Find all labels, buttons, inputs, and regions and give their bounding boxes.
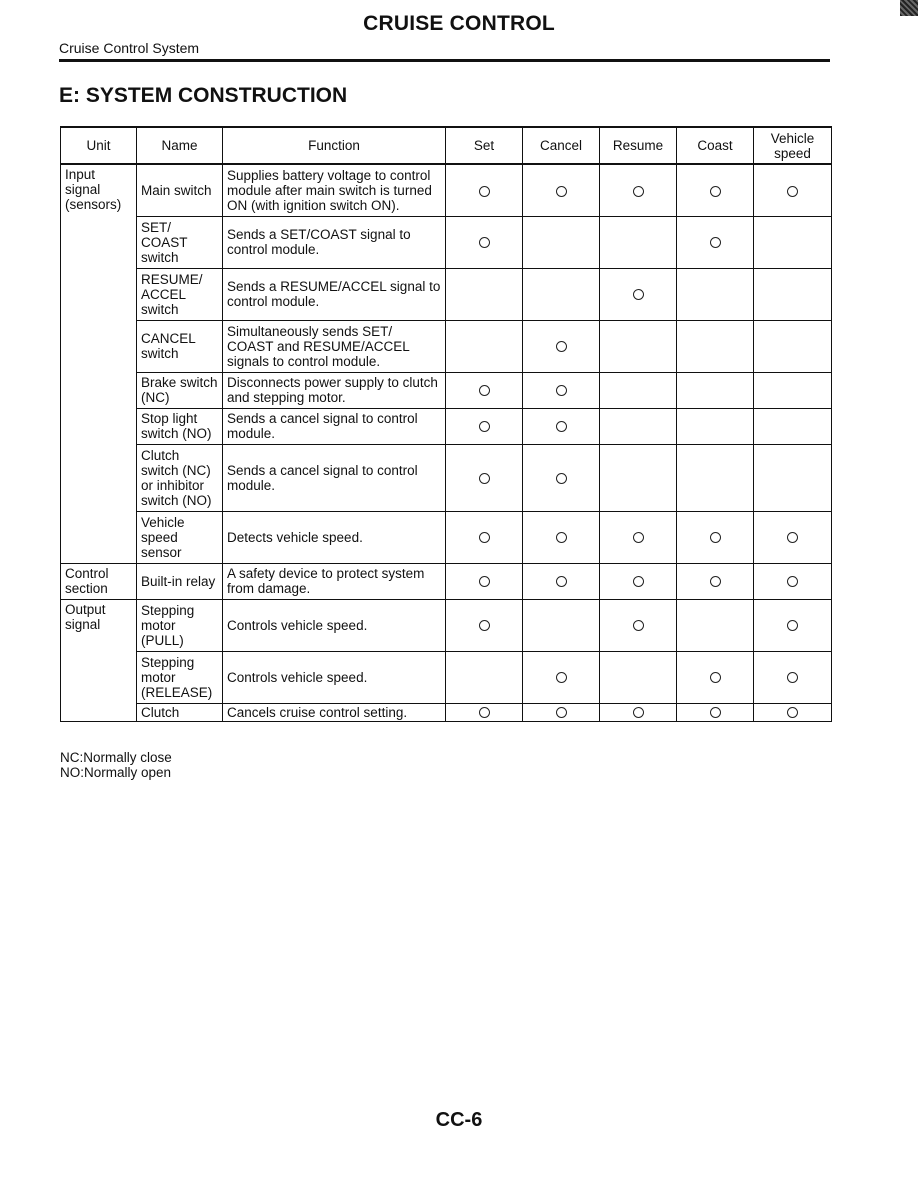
circle-mark-icon [787, 672, 798, 683]
circle-mark-icon [787, 532, 798, 543]
column-header-function: Function [223, 127, 446, 164]
function-cell: A safety device to protect system from damage. [223, 563, 446, 599]
mark-cell-vehicle-speed [754, 268, 832, 320]
name-cell: SET/ COAST switch [137, 216, 223, 268]
mark-cell-resume [600, 164, 677, 216]
mark-cell-coast [677, 563, 754, 599]
circle-mark-icon [787, 186, 798, 197]
circle-mark-icon [633, 532, 644, 543]
name-cell: Brake switch (NC) [137, 372, 223, 408]
mark-cell-cancel [523, 164, 600, 216]
unit-cell: Input signal (sensors) [61, 164, 137, 563]
mark-cell-vehicle-speed [754, 408, 832, 444]
name-cell: Vehicle speed sensor [137, 511, 223, 563]
mark-cell-coast [677, 511, 754, 563]
mark-cell-set [446, 703, 523, 721]
circle-mark-icon [710, 707, 721, 718]
mark-cell-vehicle-speed [754, 511, 832, 563]
circle-mark-icon [479, 421, 490, 432]
table-row [61, 563, 832, 599]
circle-mark-icon [479, 532, 490, 543]
circle-mark-icon [633, 576, 644, 587]
column-header-cancel: Cancel [523, 127, 600, 164]
mark-cell-resume [600, 511, 677, 563]
mark-cell-set [446, 372, 523, 408]
circle-mark-icon [556, 421, 567, 432]
mark-cell-resume [600, 599, 677, 651]
mark-cell-vehicle-speed [754, 164, 832, 216]
table-row [61, 164, 832, 216]
function-cell: Disconnects power supply to clutch and stepping motor. [223, 372, 446, 408]
circle-mark-icon [787, 620, 798, 631]
function-cell: Simultaneously sends SET/ COAST and RESUME/ACCEL signals to control module. [223, 320, 446, 372]
circle-mark-icon [479, 385, 490, 396]
mark-cell-vehicle-speed [754, 563, 832, 599]
circle-mark-icon [710, 532, 721, 543]
notes [60, 750, 172, 780]
unit-cell: Control section [61, 563, 137, 599]
mark-cell-coast [677, 408, 754, 444]
mark-cell-vehicle-speed [754, 372, 832, 408]
table-row [61, 511, 832, 563]
mark-cell-resume [600, 320, 677, 372]
function-cell: Sends a SET/COAST signal to control module. [223, 216, 446, 268]
circle-mark-icon [787, 707, 798, 718]
mark-cell-cancel [523, 511, 600, 563]
name-cell: Main switch [137, 164, 223, 216]
mark-cell-coast [677, 216, 754, 268]
circle-mark-icon [479, 473, 490, 484]
circle-mark-icon [479, 620, 490, 631]
name-cell: Clutch switch (NC) or inhibitor switch (NO) [137, 444, 223, 511]
mark-cell-resume [600, 651, 677, 703]
circle-mark-icon [556, 186, 567, 197]
circle-mark-icon [479, 186, 490, 197]
column-header-resume: Resume [600, 127, 677, 164]
name-cell: Stepping motor (PULL) [137, 599, 223, 651]
circle-mark-icon [556, 532, 567, 543]
circle-mark-icon [633, 707, 644, 718]
system-construction-table [60, 126, 832, 722]
mark-cell-resume [600, 216, 677, 268]
mark-cell-cancel [523, 372, 600, 408]
circle-mark-icon [633, 620, 644, 631]
circle-mark-icon [556, 473, 567, 484]
function-cell: Cancels cruise control setting. [223, 703, 446, 721]
table-row [61, 651, 832, 703]
circle-mark-icon [479, 576, 490, 587]
circle-mark-icon [556, 707, 567, 718]
name-cell: CANCEL switch [137, 320, 223, 372]
table-header-row [61, 127, 832, 164]
mark-cell-set [446, 268, 523, 320]
mark-cell-vehicle-speed [754, 599, 832, 651]
function-cell: Controls vehicle speed. [223, 651, 446, 703]
function-cell: Detects vehicle speed. [223, 511, 446, 563]
page-number: CC-6 [435, 1109, 483, 1131]
name-cell: RESUME/ ACCEL switch [137, 268, 223, 320]
unit-cell: Output signal [61, 599, 137, 721]
function-cell: Sends a RESUME/ACCEL signal to control module. [223, 268, 446, 320]
table-row [61, 268, 832, 320]
section-title: E: SYSTEM CONSTRUCTION [59, 84, 348, 107]
mark-cell-coast [677, 164, 754, 216]
name-cell: Clutch [137, 703, 223, 721]
mark-cell-set [446, 599, 523, 651]
mark-cell-vehicle-speed [754, 703, 832, 721]
mark-cell-set [446, 651, 523, 703]
note-no: NO:Normally open [60, 765, 172, 780]
column-header-vehicle-speed: Vehicle speed [754, 127, 832, 164]
page-header-title: CRUISE CONTROL [363, 12, 555, 35]
mark-cell-coast [677, 599, 754, 651]
circle-mark-icon [479, 707, 490, 718]
name-cell: Built-in relay [137, 563, 223, 599]
mark-cell-set [446, 563, 523, 599]
table-row [61, 320, 832, 372]
note-nc: NC:Normally close [60, 750, 172, 765]
circle-mark-icon [710, 576, 721, 587]
column-header-name: Name [137, 127, 223, 164]
mark-cell-resume [600, 703, 677, 721]
mark-cell-set [446, 164, 523, 216]
mark-cell-resume [600, 444, 677, 511]
mark-cell-cancel [523, 408, 600, 444]
circle-mark-icon [787, 576, 798, 587]
mark-cell-set [446, 216, 523, 268]
mark-cell-cancel [523, 703, 600, 721]
column-header-set: Set [446, 127, 523, 164]
mark-cell-cancel [523, 651, 600, 703]
header-divider [59, 59, 830, 62]
mark-cell-resume [600, 408, 677, 444]
mark-cell-resume [600, 268, 677, 320]
circle-mark-icon [556, 385, 567, 396]
mark-cell-cancel [523, 444, 600, 511]
column-header-coast: Coast [677, 127, 754, 164]
table-row [61, 372, 832, 408]
name-cell: Stop light switch (NO) [137, 408, 223, 444]
mark-cell-cancel [523, 599, 600, 651]
circle-mark-icon [710, 186, 721, 197]
circle-mark-icon [710, 672, 721, 683]
mark-cell-cancel [523, 320, 600, 372]
function-cell: Controls vehicle speed. [223, 599, 446, 651]
function-cell: Sends a cancel signal to control module. [223, 408, 446, 444]
mark-cell-set [446, 511, 523, 563]
circle-mark-icon [556, 576, 567, 587]
mark-cell-set [446, 444, 523, 511]
mark-cell-cancel [523, 216, 600, 268]
mark-cell-vehicle-speed [754, 216, 832, 268]
mark-cell-coast [677, 703, 754, 721]
circle-mark-icon [633, 186, 644, 197]
function-cell: Supplies battery voltage to control module after main switch is turned ON (with ignition switch ON). [223, 164, 446, 216]
table-row [61, 216, 832, 268]
table-row [61, 599, 832, 651]
circle-mark-icon [479, 237, 490, 248]
mark-cell-set [446, 408, 523, 444]
function-cell: Sends a cancel signal to control module. [223, 444, 446, 511]
mark-cell-coast [677, 651, 754, 703]
mark-cell-resume [600, 563, 677, 599]
mark-cell-cancel [523, 268, 600, 320]
circle-mark-icon [556, 341, 567, 352]
circle-mark-icon [633, 289, 644, 300]
name-cell: Stepping motor (RELEASE) [137, 651, 223, 703]
mark-cell-coast [677, 320, 754, 372]
table-row [61, 444, 832, 511]
mark-cell-cancel [523, 563, 600, 599]
mark-cell-coast [677, 444, 754, 511]
mark-cell-resume [600, 372, 677, 408]
mark-cell-vehicle-speed [754, 651, 832, 703]
column-header-unit: Unit [61, 127, 137, 164]
circle-mark-icon [710, 237, 721, 248]
mark-cell-vehicle-speed [754, 320, 832, 372]
mark-cell-coast [677, 268, 754, 320]
table-row [61, 703, 832, 721]
circle-mark-icon [556, 672, 567, 683]
mark-cell-set [446, 320, 523, 372]
mark-cell-vehicle-speed [754, 444, 832, 511]
table-row [61, 408, 832, 444]
mark-cell-coast [677, 372, 754, 408]
page-header-subtitle: Cruise Control System [59, 40, 200, 56]
